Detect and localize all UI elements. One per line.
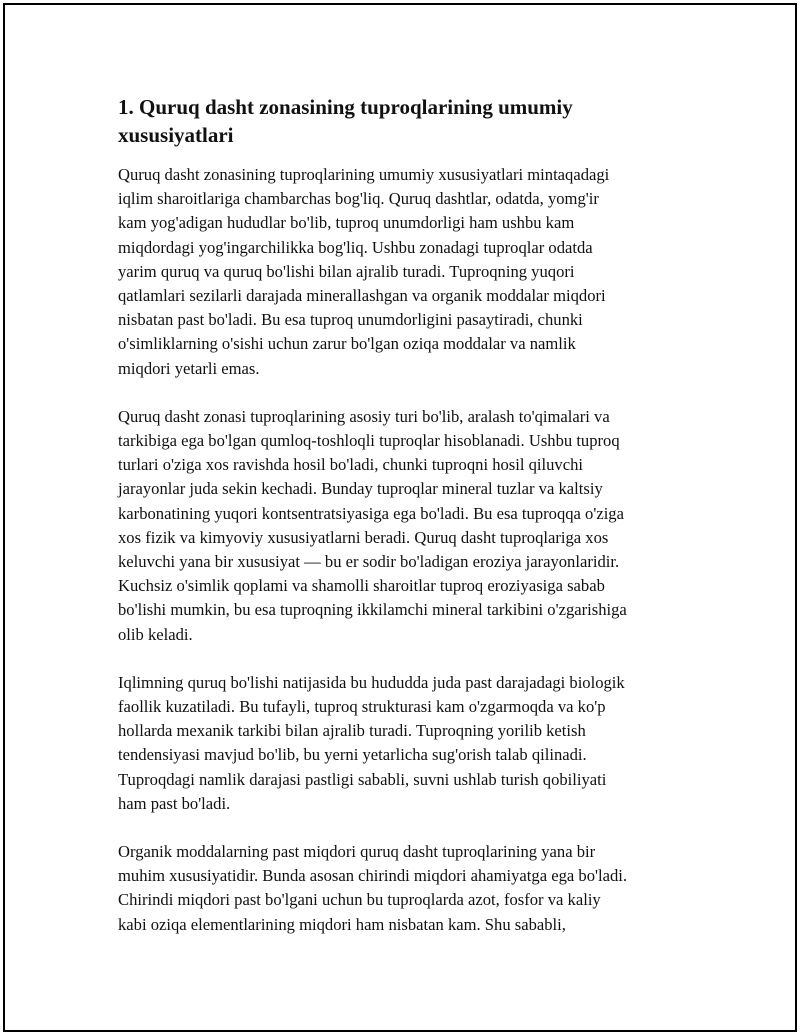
document-body [118, 93, 690, 961]
paragraph-3: Iqlimning quruq bo'lishi natijasida bu hududda juda past darajadagi biologik faollik kuzatiladi. Bu tufayli, tuproq strukturasi kam o'zgarmoqda va ko'p hollarda mexanik tarkibi bilan ajralib turadi. Tuproqning yorilib ketish tendensiyasi mavjud bo'lib, bu yerni yetarlicha sug'orish talab qilinadi. Tuproqdagi namlik darajasi pastligi sababli, suvni ushlab turish qobiliyati ham past bo'ladi. [118, 672, 625, 813]
paragraph-4: Organik moddalarning past miqdori quruq dasht tuproqlarining yana bir muhim xususiyatidir. Bunda asosan chirindi miqdori ahamiyatga ega bo'ladi. Chirindi miqdori past bo'lgani uchun bu tuproqlarda azot, fosfor va kaliy kabi oziqa elementlarining miqdori ham nisbatan kam. Shu sababli, [118, 842, 628, 934]
paragraph-1: Quruq dasht zonasining tuproqlarining umumiy xususiyatlari mintaqadagi iqlim sharoitlariga chambarchas bog'liq. Quruq dashtlar, odatda, yomg'ir kam yog'adigan hududlar bo'lib, tuproq unumdorligi ham ushbu kam miqdordagi yog'ingarchilikka bog'liq. Ushbu zonadagi tuproqlar odatda yarim quruq va quruq bo'lishi bilan ajralib turadi. Tuproqning yuqori qatlamlari sezilarli darajada minerallashgan va organik moddalar miqdori nisbatan past bo'ladi. Bu esa tuproq unumdorligini pasaytiradi, chunki o'simliklarning o'sishi uchun zarur bo'lgan oziqa moddalar va namlik miqdori yetarli emas. [118, 165, 610, 378]
paragraph-2: Quruq dasht zonasi tuproqlarining asosiy turi bo'lib, aralash to'qimalari va tarkibiga ega bo'lgan qumloq-toshloqli tuproqlar hisoblanadi. Ushbu tuproq turlari o'ziga xos ravishda hosil bo'ladi, chunki tuproqni hosil qiluvchi jarayonlar juda sekin kechadi. Bunday tuproqlar mineral tuzlar va kaltsiy karbonatining yuqori kontsentratsiyasiga ega bo'ladi. Bu esa tuproqqa o'ziga xos fizik va kimyoviy xususiyatlarni beradi. Quruq dasht tuproqlariga xos keluvchi yana bir xususiyat — bu er sodir bo'ladigan eroziya jarayonlaridir. Kuchsiz o'simlik qoplami va shamolli sharoitlar tuproq eroziyasiga sabab bo'lishi mumkin, bu esa tuproqning ikkilamchi mineral tarkibini o'zgarishiga olib keladi. [118, 406, 627, 644]
section-heading: 1. Quruq dasht zonasining tuproqlarining umumiy xususiyatlari [118, 95, 573, 147]
